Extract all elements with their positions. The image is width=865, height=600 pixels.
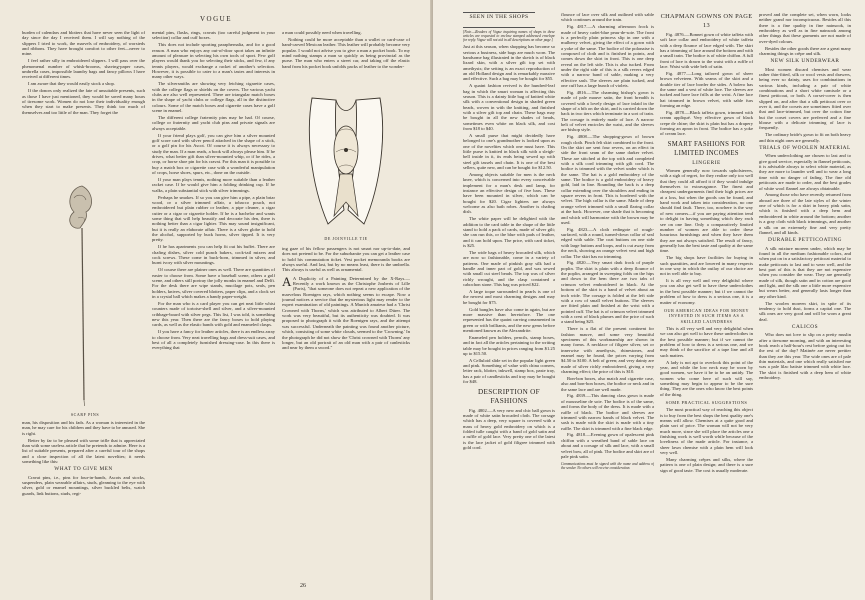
paragraph: The wide bags of heavy brocaded silk, which are now so fashionable, come in a variety of patterns. One made of pinkish gray silk had a handle and inner part of gold, and was sewed with small cut steel beads. The top was of silver richly wrought, and the clasp contained a cabochon stone. This bag was priced $22. bbox=[463, 249, 555, 287]
paragraph: Fig. 4876.—Bonnet gown of white taffeta with soft lace collar and embroidery of white taffeta with a deep flounce of lace edged with. The skirt has a trimming of lace around the bottom and with a small train. The bodice is of white chiffon. A full front of lace is drawn to the waist with a ruffle of lace. Waist with wide belt of satin. bbox=[660, 32, 753, 70]
section-heading: CHAPMAN GOWNS ON PAGE 13 bbox=[660, 13, 753, 29]
paragraph: Among those who have recently returned from abroad are three of the late styles of the winter one of which is for a skirt in heavy pink satin, which is finished with a deep hem and embroidered in white around the bottom; another is a gray cloth with black trimmings, and another a silk on an extremely fine and very pretty flannel, and all kinds. bbox=[759, 192, 851, 235]
paragraph-text: A Duplicity of a Painting Determined by the X-Rays.—Recently a work known as the Christophe Jouberts of Lille (Paris), "that someone does not repeat a new application of the marvelous Roentgen rays, which nothing seems to escape. Now a journal notices a service that the mysterious light may render to the expert examination of old paintings. A Munich amateur had a 'Christ Crowned with Thorns,' which was attributed to Albert Dürer. The work was very beautiful, but its authenticity was doubted. It was proposed to photograph it with the Roentgen rays, and the attempt was successful. Underneath the painting was found another picture, which, consisting of some white clouds, seemed to the 'Crowning.' In the photograph he did not show the 'Christ crowned with Thorns' any longer, but an old portrait of an old man with a pair of canlesticks and near by them a sword." bbox=[282, 275, 410, 351]
paragraph: Besides the other goods there are a great many charming things in crêpe and silk. bbox=[759, 45, 851, 56]
paragraph: Cravat pins, i.e., pins for four-in-hands, Ascots and stocks, suspenders, plain wearable affairs, studs, gleaming to the eye with silver, gold or enamel mountings, silver buckled belts, watch guards, link buttons, studs, regi- bbox=[22, 474, 145, 496]
paragraph: mental pins, flasks, rings, cravats (too careful judgment in your selection) collar and cuff boxes. bbox=[152, 30, 275, 41]
paragraph: proved and the complete set, when worn, looks neither grand nor inconspicuous. Besides all this there is a fine quality in fine nainsook, in embroidery as well as in fine nainsook among other things that these garments are not made of over-dyed colours. bbox=[759, 12, 851, 44]
paragraph: If your friend plays golf, you can give him a silver mounted golf score card with silver pencil attached in the shape of a stick, or a golf pin for his Ascot. Of course it is always necessary to study the man. If a man reads, a book will always please him. If he drives, what better gift than silver-mounted whip, or if he rides, a crop, or horse shoe pin for his cravat. For this man it is possible to buy a match box or cigarette case with a wonderful manipulation of crops, horse shoes, spurs, etc., done on the outside. bbox=[152, 132, 275, 175]
section-subheading: SOME PRACTICAL SUGGESTIONS bbox=[665, 399, 748, 405]
paragraph: Fig. 4878.—Black taffeta gown, trimmed with cream appliqué. Very effective gown of black crepe de chine; the skirt is plain but has a drapery forming an apron in front. The bodice has a yoke of cream lace. bbox=[660, 110, 753, 137]
section-subheading: LINGERIE bbox=[692, 159, 721, 166]
paragraph: The different college fraternity pins may be had. Of course, college or fraternity and yacht club pins and private signals are always acceptable. bbox=[152, 114, 275, 131]
paragraph: It is all very well and very delightful where you can also get well to have these underclothes in the best possible manner; but if we cannot the problem of how to dress is a serious one, it is a matter of economy. bbox=[660, 278, 753, 305]
paragraph: The most practical way of reaching this object is to buy from the best shops the best quality one's means will allow. Chemises at a quite good and plain sort of price. The woman will not be very much more, since she will place the articles one a finishing work is well worth while because of the loveliness of the made article. For instance, a sheer lawn chemise with a plain hem will look very well. bbox=[660, 407, 753, 456]
paragraph: A small purse that might decidedly have belonged to one's grandmother is looked upon as one of the novelties which one must have. This little purse is knitted in black silk with a sleigh-bell inside in it, its ends being sewed up with steel gilt tassels and chain. It is one of the best sellers, quite new, and can be bought for $12.50. bbox=[463, 132, 555, 170]
paragraph: When underclothing are chosen to last and to give good service, especially in flannel petticoats, it is advisable always to select white material, as they are more to launder well and to wear a long time with no danger of fading. The fine old petticoats are made to order, and the best grades of white wool flannel are always obtainable. bbox=[759, 153, 851, 191]
left-page bbox=[0, 0, 432, 600]
paragraph: Better by far to be pleased with some trifle that is appreciated than with some useless article that he pretends to admire. Here is a list of suitable presents, prepared after a careful tour of the shops and a close inspection of all the latest novelties; it needs something like this: bbox=[22, 437, 145, 464]
section-title-box bbox=[463, 12, 535, 28]
paragraph: Fig. 4808.—The shopping-gown of brown rough cloth. Pinch felt skirt combined to the front. On the skirt are sent four revers, on an effect in side the front seam of the same darker velvet. These are stitched at the top with and completed with a silk cord trimming with gilt cord. The bodice is trimmed with the velvet under which is the same. The hat is a gold embroidery of the same. The bodice is a gold embroidery of heavy gold, laid in line. Rounding the back is a deep collar extending over the shoulders and ending in square revers in front. This is bordered with the velvet. The high collar is the same. Made of deep orange velvet trimmed with a small flaring collar at the back. However, one shade that is becoming and which will harmonize with the brown may be used. bbox=[561, 134, 654, 225]
paragraph: Many charming crêpes and silks, where the pattern is one of plain design; and there is a sure sign of good taste. The cost is usually moderate. bbox=[660, 456, 753, 473]
paragraph: Fig. 4839.—This dancing class gown is made of mousseline de soie. The bodice is of the same, and forms the body of the dress. It is made with a ruffle of black. The bodice and sleeves are trimmed with narrow bands of black velvet. The sash is made with the skirt is made with a tiny ruffle. The skirt is trimmed with a fine black edge. bbox=[561, 393, 654, 431]
paragraph: Fig. 4823.—A cloth redingote of rough-surfaced, with a round, turned-down collar of seal edged with sable. The coat buttons on one side with large buttons and loops, and is cut away from the neck, showing an orange velvet vest and high collar. The skirt has no trimming. bbox=[561, 226, 654, 259]
paragraph: Most women discard chemises and wear rather thin-fitted, silk or wool vests and drawers, being ever so dainty, uses for combinations in various kinds, including a pair of white combinations and a short white camisole or a finest petticoat, or both. A corset-cover is then slipped on, and after that a silk petticoat over or over it, and the corsets are sometimes fitted over that and lace-trimmed, but over the cotton fine but the corset covers are preferred and a fine blouse with a delicate trimming of lace is frequently. bbox=[759, 66, 851, 131]
paragraph: I feel rather silly in embroidered slippers. I will pass over the phenomenal number of whisk-brooms, shaving-paper cases, umbrella cases, impossible laundry bags and fancy pillows I have received at different times. bbox=[22, 58, 145, 80]
de-joinville-tie-illustration bbox=[282, 92, 410, 232]
section-heading: SMART FASHIONS FOR LIMITED INCOMES bbox=[667, 140, 746, 157]
section-heading: WHAT TO GIVE MEN bbox=[54, 466, 113, 473]
left-column-1-bottom bbox=[22, 420, 145, 570]
paragraph: flounce of lace over silk and outlined with sable which continues around the train. bbox=[561, 12, 654, 23]
paragraph: Among objects suitable for men is the neck knee, which is concerned into every conceivable implement for a man's desk and lamp, for instance an effective design of five bars. These have been mounted in silver, which can be bought for $20. Cigar lighters are always welcome as also bath robes. Another is chafing dish. bbox=[463, 171, 555, 215]
right-column-3 bbox=[660, 12, 753, 576]
paragraph: Bon-bon boxes, also match and cigarette case, also and bon-bon boxes, the bodice or neck and in the same lace and are well made. bbox=[561, 375, 654, 392]
paragraph: If you have a fancy for leather articles, there is an endless array to choose from. Very neat travelling bags and dress-suit cases, and best of all a completely furnished dressing-case. In this there is everything that bbox=[152, 329, 275, 351]
paragraph: Fig. 4820.—Very smart dark frock of purple poplin. The skirt is plain with a deep flounce of the poplin, arranged in sweeping folds on the hips and down to the hem there are two tabs of crimson velvet embroidered in black. At the bottom of the skirt is a band of velvet about an inch wide. The corsage is folded at the left side with a row of small velvet buttons. The sleeves are fitted plain and finished at the wrist with a pointed cuff. The hat is of crimson velvet trimmed with a crest of black plumes and the price of such a stand being $25. bbox=[561, 260, 654, 325]
paragraph: Fig. 4802.—A very new and chic ball gown is made of white satin brocaded cloth. The corsage which has a deep, very square is covered with a mass of heavy gold embroidery on which is a folded tulle caught with a band of gold satin and a ruffle of gold lace. Very pretty one of the latest is the lace jacket of gold filigree trimmed with gold cord. bbox=[463, 407, 555, 450]
page-number: 26 bbox=[300, 583, 306, 589]
caption-scarf-pins: SCARF PINS bbox=[70, 412, 100, 417]
paragraph: The big shops have facilities for buying in such quantities, and are lowered in many respects in one way in which the outlay of our choice are not in well able to buy. bbox=[660, 255, 753, 277]
paragraph: Of course there are plainer ones as well. There are quantities of easier to choose from. Some have a baseball scene, others a golf scene, and others still portray the jolly monks in enamel and Delft. For the desk there are wipe stands, mucilage pots, seals, pen holders, knives, silver covered blotters, paper clips, and a clock set in a crystal ball which makes a handy paper-weight. bbox=[152, 267, 275, 299]
footnote: Communications must be signed with the name and address of the sender. No others will receive consideration. bbox=[561, 462, 654, 471]
paragraph: burden of calendars and blotters that have never seen the light of day since the day I received them. I will say nothing of the slippers I tried to work, the marvels of embroidery, of worsteds and ribbons. They have brought comfort to other feet—never to mine. bbox=[22, 30, 145, 57]
paragraph: A Celluloid slide set in the popular light green and pink. Something of value with china corners, letter rack, blotter, inkwell, stamp box, paste tray, has a pair of candlesticks and tray may be bought for $48. bbox=[463, 357, 555, 385]
section-heading: DESCRIPTION OF FASHIONS bbox=[478, 387, 540, 405]
paragraph: A silk mixture moreen under, which may be found in all the medium fashionable colors, and when put on in a satisfactory petticoat material to make petticoats to last and to wear well, and the best part of this is that they are not expensive when you consider the wear. They are generally made of silk, though satin and in cotton are good and light, and the silk one a little more expensive but wears better, and generally lasts longer than any other kind. bbox=[759, 245, 851, 299]
section-subheading: CALICOS bbox=[791, 323, 819, 330]
paragraph: If your man plays tennis, nothing more suitable than a leather racket case. If he would give him a folding drinking cup. If he walks, a plain substantial stick with silver trimmings. bbox=[152, 176, 275, 193]
right-column-1 bbox=[463, 30, 555, 576]
paragraph: There is a flat of the present continent for fashion mauve, and some very beautiful specimens of this workmanship are shown in many forms. A necklace of filigree silver, set or innerwise with amethysts, rhinestones, and enamel may be found, the prices varying from $4.50 to $100. A belt of green; and very dainty are made of silver richly embroidered, giving a very charming effect; the price of this is $10. bbox=[561, 326, 654, 374]
paragraph: The woolen moreen skirt, in spite of its tendency to hold dust, forms a capital one. The silk ones are very good and will be worn a great deal. bbox=[759, 300, 851, 322]
paragraph: A large toque surrounded in pearls is one of the newest and most charming designs and may be bought for $75. bbox=[463, 288, 555, 305]
paragraph: Fig. 4816.—The charming bishop's gown is made of pale mauve satin, the front breadth is covered with a lovely design of lace inlaid in the shape of a bib on the skirt, and is carried down the back in two tiers which terminate in a sort of train. The corsage is entirely made of lace. A narrow belt of velvet encircles the waist, and the sleeves are bishop style. bbox=[561, 90, 654, 133]
paragraph: For the man who is a card player you can get neat little whist counters made of tortoise-shell and silver, and a silver-mounted cribbage-board with silver pegs. This list, I was told, is something new this year. Then there are the fancy boxes to hold playing cards, as well as the elastic bands with gold and enameled clasps. bbox=[152, 300, 275, 328]
right-column-2 bbox=[561, 12, 654, 576]
caption-de-joinville-tie: DE JOINVILLE TIE bbox=[324, 236, 368, 241]
paragraph: man, his disposition and his fads. As a woman is interested in the man, he may care for his children and they have to be amused. She is right. bbox=[22, 420, 145, 436]
paragraph: Enameled pen holders, pencils, stamp boxes, and in fact all the articles pertaining to the writing table may be bought in prices ranging from $1.25 up to $15.50. bbox=[463, 334, 555, 356]
section-subheading: OUR AMERICAN IDEAS FOR MONEY INVESTED IN SUCH ITEMS AS A SKILLED LAUNDRESS bbox=[664, 307, 749, 324]
right-column-4 bbox=[759, 12, 851, 576]
paragraph: Fig. 4818.—Evening gown of opalescent pink chiffon with a wreathed band of sable lace on about and a corsage of silk and lace, with a small velvet bow, all of pink. The bodice and skirt are of pale pink satin. bbox=[561, 432, 654, 459]
paragraph bbox=[282, 273, 410, 351]
paragraph: ing gaze of his fellow passengers is not smart nor up-to-date, and does not pretend to be. For the suburbanite you can get a leather case to hold his commutation ticket. Vest pocket memoranda books are always useful. And last, but by no means least, there is the umbrella. This always is useful as well as ornamental. bbox=[282, 246, 410, 273]
scarf-pins-illustration bbox=[44, 178, 124, 408]
paragraph: The white paper will be delighted with the addition to the card table in the shape of the little stand to hold a pack of cards, made of silver gilt; she can run this, or the blue with pads of leather, and it can hold upon. The price, with card ticket, is $25. bbox=[463, 216, 555, 248]
paragraph: This is all very well and very delightful when we can also get well to have these underclothes in the best possible manner; but if we cannot the problem of how to dress is a serious one, and we may think of the sacrifice of a tape line and all such matters. bbox=[660, 325, 753, 358]
left-column-1-top bbox=[22, 30, 145, 170]
section-subheading: TRIALS OF WOOLEN MATERIAL bbox=[759, 145, 851, 152]
paragraph: I am aware that they would easily stock a shop. bbox=[28, 81, 116, 87]
section-subheading: DURABLE PETTICOATING bbox=[768, 237, 842, 244]
editor-note: [Note.—Readers of Vogue inquiring names of shops in these articles are requested to enclose stamped addressed envelope for reply. Vogue will not aid in all descriptions on other page.] bbox=[463, 30, 555, 43]
paragraph: The ordinary bride's gown to fit on both heavy and thin night ones are generally. bbox=[759, 132, 851, 143]
paragraph: The silversmiths are showing very fetching cigarette cases, with the college flags or shields on the covers. The various yacht clubs are also well represented. There are triangular match boxes in the shape of yacht clubs or college flags, all in the distinctive colours. Some of the match boxes and cigarette cases have a golf scene in enamel. bbox=[152, 81, 275, 113]
paragraph: If the donors only realized the fate of unsuitable presents, such as those I have just mentioned, they would be saved many hours of tiresome work. Women do not lose their individuality enough when they start to make presents. They think too much of themselves and too little of the man. They forget the bbox=[22, 88, 145, 115]
drop-cap: A bbox=[282, 273, 292, 289]
paragraph: Just at this season, when shopping has become so serious a business, side bags are much worn. The handsome bag illustrated in the sketch is of black lizard skin, with a silver gilt top set with amethysts; the setting is an exact reproduction of an old Holland design and is remarkably massive and effective. Such a bag may be bought for $55. bbox=[463, 44, 555, 82]
paragraph: Perhaps he smokes. If so you can give him a pipe, a plain briar wood, or a silver trimmed affair, a tobacco pouch, not embroidered but plain rubber or leather, a pipe cleaner, a cigar cutter or a cigar or cigarette holder. If he is a bachelor and wants some thing that will help beautify and decorate his den, there is nothing better than a cigar lighter. This may sound insignificant, but it is really an elaborate affair. There is a silver globe to hold the alcohol, supported by buck horns, silver tipped. It is very pretty. bbox=[152, 194, 275, 243]
paragraph: If he has apartments you can help fit out his buffet. There are chafing dishes, silver cold punch bakers, cock-tail mixers and cock screws. These come in buck-horn, trimmed in silver, and burnt ivory with silver mountings. bbox=[152, 244, 275, 266]
paragraph: A quaint fashion revived is the hundred-leaf bag in which the smart woman is affecting this season. This is a dainty little bag of knitted white silk with a conventional design in shaded green beads, woven in with the knitting, and finished with a silver gilt top and chain. These bags may be bought in all the new shades of beads, sometimes even white on black silk, and cost from $18 to $40. bbox=[463, 83, 555, 131]
paragraph: Fig. 4817.—A charming afternoon frock is made of heavy cadet-blue peau-de-soie. The front is a perfectly plain princess slip in one with a mulberry velvet, giving the effect of a gown with a yoke of the same. The bodice of the polonaise is composed of cloth and is finished in points, and comes down the skirt in front. This is one deep reveal on the left side. This is also tucked. From under the right side of this is a silk revers edged with a narrow band of sable, making a very effective sash. The sleeves are plain tucked, and one cuff has a large bunch of violets. bbox=[561, 24, 654, 89]
running-head: VOGUE bbox=[200, 15, 232, 23]
paragraph: Nothing could be more acceptable than a wallet or card-case of hand-carved Mexican leather. This leather will probably become very popular. I would not advise you to give a man a pocket book. To my mind nothing stamps a man so quickly as being provincial as the purse. The man who enters a street car, and taking off the elastic band from his pocket book unfolds packs of leather to the wonder- bbox=[282, 36, 410, 69]
paragraph: A lady is not apt to overlook this point of the year, and while the low neck may be worn by good women, we have it be to be an untidy. The women who come here of such will say, something may begin to appear to be the sure thing. They are the ones who know the best points of the thing. bbox=[660, 359, 753, 397]
paragraph: This does not include sporting paraphernalia, and for a good reason. A man who enjoys any out-of-door sport takes an infinite amount of pleasure in selecting his own tools of sport. Few golf players would thank you for selecting their sticks, and few, if any tennis players, would exchange a racket of another's selection. However, it is possible to cater to a man's tastes and interests in many other ways. bbox=[152, 42, 275, 80]
section-subheading: NEW SILK UNDERWEAR bbox=[770, 58, 840, 65]
paragraph: Fig. 4877.—Long tailored gown of sheer brown velveteen. With seams of the skirt and a double tier of lace border the sides. A bolero has the same and a vest of white lace. The sleeves are tucked and have lace frills at the wrist. A fine lace hat trimmed in brown velvet, with sable furs forming an edge. bbox=[660, 71, 753, 109]
left-column-2 bbox=[152, 30, 275, 570]
paragraph: a man could possibly need when travelling. bbox=[282, 30, 362, 35]
paragraph: Gold bangles have also come in again, but are more massive than heretofore. The one represented has the quaint carving ornamented in green or with brilliants, and the new gems before mentioned known as the Alexandrite. bbox=[463, 306, 555, 333]
section-title: SEEN IN THE SHOPS bbox=[469, 14, 529, 20]
paragraph: Who does not love to slip on a pretty muslin after a tiresome morning, and with an interesting book reach a half-hour's rest before going out for the rest of the day? Matinée are never prettier than they are this year. The wide ones are of pale thin materials, and one which really satisfied me was a pale lilac batiste trimmed with white lace. The skirt is finished with a deep hem of white embroidery. bbox=[759, 332, 851, 381]
left-column-3-bottom bbox=[282, 246, 410, 570]
paragraph: Women generally now towards upholsterers, with a sigh of regret, for they realize only too well that they could all afford it if they would indulge themselves to extravagance. The finest and cheapest undergarments find their high prices are at a loss, but when the goods can be found, and hand work and taken into consideration, no one should find fault. There, too, nowhere is the way of new comers—if you are paying attention tend to delight in having something which they each see on one line. Only a comparatively limited number of women are able to order these luxurious furnishings and when they have them they are not always satisfied. The result of fancy, generally has the best taste and quality at the same time. bbox=[660, 168, 753, 254]
left-column-3-top bbox=[282, 30, 410, 90]
